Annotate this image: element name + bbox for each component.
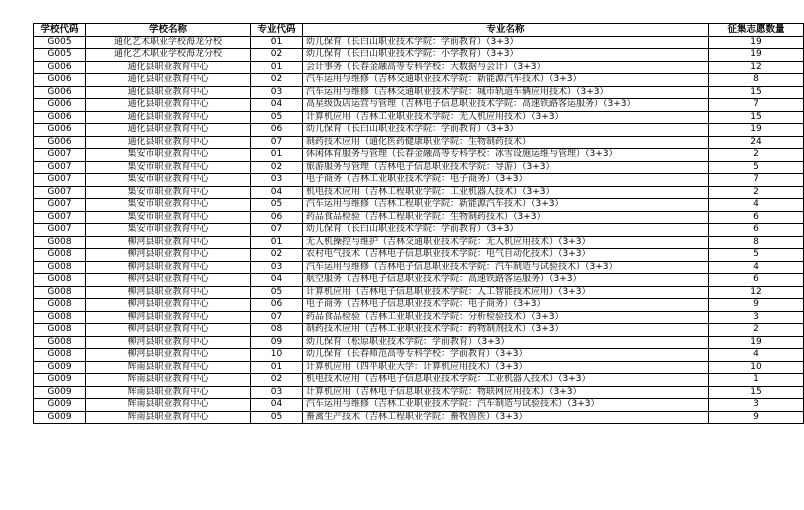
school-code-cell: G007 <box>34 174 86 187</box>
major-name-cell: 幼儿保育（长白山职业技术学院：学前教育）（3+3） <box>303 36 709 49</box>
major-name-cell: 汽车运用与维修（吉林工业职业技术学院：汽车制造与试验技术）（3+3） <box>303 399 709 412</box>
major-name-cell: 计算机应用（吉林工业职业技术学院：无人机应用技术）（3+3） <box>303 111 709 124</box>
major-name-cell: 电子商务（吉林电子信息职业技术学院：电子商务）（3+3） <box>303 299 709 312</box>
school-code-cell: G009 <box>34 399 86 412</box>
major-name-cell: 计算机应用（四平职业大学：计算机应用技术）（3+3） <box>303 361 709 374</box>
school-code-cell: G005 <box>34 36 86 49</box>
quota-cell: 6 <box>709 224 804 237</box>
table-row <box>34 136 804 149</box>
table-row <box>34 386 804 399</box>
quota-cell: 8 <box>709 236 804 249</box>
major-code-cell: 01 <box>251 149 303 162</box>
table-row <box>34 399 804 412</box>
major-name-cell: 幼儿保育（长白山职业技术学院：小学教育）（3+3） <box>303 49 709 62</box>
table-row <box>34 324 804 337</box>
table-row <box>34 311 804 324</box>
table-row <box>34 36 804 49</box>
school-code-cell: G008 <box>34 311 86 324</box>
major-name-cell: 药品食品检验（吉林工程职业学院：生物制药技术）（3+3） <box>303 211 709 224</box>
quota-cell: 19 <box>709 36 804 49</box>
major-code-cell: 04 <box>251 274 303 287</box>
quota-cell: 12 <box>709 286 804 299</box>
school-code-cell: G006 <box>34 74 86 87</box>
quota-cell: 2 <box>709 186 804 199</box>
school-code-cell: G006 <box>34 61 86 74</box>
school-name-cell: 柳河县职业教育中心 <box>86 261 251 274</box>
major-code-cell: 02 <box>251 249 303 262</box>
major-code-cell: 04 <box>251 99 303 112</box>
school-name-cell: 集安市职业教育中心 <box>86 186 251 199</box>
quota-cell: 5 <box>709 161 804 174</box>
major-name-cell: 机电技术应用（吉林工程职业学院：工业机器人技术）（3+3） <box>303 186 709 199</box>
major-name-cell: 幼儿保育（长白山职业技术学院：学前教育）（3+3） <box>303 224 709 237</box>
school-name-cell: 柳河县职业教育中心 <box>86 311 251 324</box>
quota-cell: 8 <box>709 74 804 87</box>
school-code-cell: G008 <box>34 324 86 337</box>
table-row <box>34 349 804 362</box>
school-name-cell: 柳河县职业教育中心 <box>86 336 251 349</box>
major-code-cell: 03 <box>251 261 303 274</box>
school-name-cell: 辉南县职业教育中心 <box>86 374 251 387</box>
major-code-cell: 05 <box>251 111 303 124</box>
major-code-cell: 10 <box>251 349 303 362</box>
school-name-cell: 辉南县职业教育中心 <box>86 399 251 412</box>
table-row <box>34 236 804 249</box>
table-row <box>34 224 804 237</box>
school-code-cell: G009 <box>34 374 86 387</box>
school-name-cell: 柳河县职业教育中心 <box>86 286 251 299</box>
school-name-cell: 通化县职业教育中心 <box>86 124 251 137</box>
major-name-cell: 农村电气技术（吉林电子信息职业技术学院：电气自动化技术）（3+3） <box>303 249 709 262</box>
table-row <box>34 161 804 174</box>
major-name-cell: 旅游服务与管理（吉林电子信息职业技术学院：导游）（3+3） <box>303 161 709 174</box>
major-code-cell: 03 <box>251 174 303 187</box>
header-school-name: 学校名称 <box>86 24 251 37</box>
table-row <box>34 74 804 87</box>
major-code-cell: 02 <box>251 374 303 387</box>
school-name-cell: 柳河县职业教育中心 <box>86 274 251 287</box>
table-row <box>34 61 804 74</box>
quota-cell: 19 <box>709 336 804 349</box>
school-name-cell: 柳河县职业教育中心 <box>86 236 251 249</box>
quota-cell: 3 <box>709 399 804 412</box>
school-code-cell: G007 <box>34 161 86 174</box>
major-code-cell: 07 <box>251 311 303 324</box>
header-major-name: 专业名称 <box>303 24 709 37</box>
school-name-cell: 集安市职业教育中心 <box>86 224 251 237</box>
quota-cell: 3 <box>709 311 804 324</box>
quota-cell: 6 <box>709 274 804 287</box>
major-name-cell: 汽车运用与维修（吉林电子信息职业技术学院：汽车制造与试验技术）（3+3） <box>303 261 709 274</box>
major-name-cell: 汽车运用与维修（吉林交通职业技术学院：新能源汽车技术）（3+3） <box>303 74 709 87</box>
table-row <box>34 299 804 312</box>
major-code-cell: 05 <box>251 199 303 212</box>
major-name-cell: 制药技术应用（吉林工业职业技术学院：药物制剂技术）（3+3） <box>303 324 709 337</box>
school-name-cell: 集安市职业教育中心 <box>86 174 251 187</box>
school-code-cell: G006 <box>34 124 86 137</box>
school-code-cell: G007 <box>34 211 86 224</box>
major-code-cell: 04 <box>251 399 303 412</box>
table-row <box>34 149 804 162</box>
school-code-cell: G006 <box>34 136 86 149</box>
school-name-cell: 辉南县职业教育中心 <box>86 361 251 374</box>
major-name-cell: 机电技术应用（吉林电子信息职业技术学院：工业机器人技术）（3+3） <box>303 374 709 387</box>
school-code-cell: G008 <box>34 299 86 312</box>
school-name-cell: 集安市职业教育中心 <box>86 199 251 212</box>
school-code-cell: G006 <box>34 111 86 124</box>
table-body <box>34 36 804 424</box>
major-code-cell: 01 <box>251 36 303 49</box>
quota-cell: 10 <box>709 361 804 374</box>
school-code-cell: G007 <box>34 199 86 212</box>
major-code-cell: 08 <box>251 324 303 337</box>
school-code-cell: G008 <box>34 274 86 287</box>
major-code-cell: 02 <box>251 74 303 87</box>
table-row <box>34 111 804 124</box>
major-name-cell: 计算机应用（吉林电子信息职业技术学院：人工智能技术应用）（3+3） <box>303 286 709 299</box>
quota-cell: 7 <box>709 174 804 187</box>
recruitment-table <box>33 23 804 424</box>
quota-cell: 9 <box>709 411 804 424</box>
school-name-cell: 辉南县职业教育中心 <box>86 386 251 399</box>
major-code-cell: 06 <box>251 124 303 137</box>
major-name-cell: 幼儿保育（松原职业技术学院：学前教育）（3+3） <box>303 336 709 349</box>
major-code-cell: 07 <box>251 136 303 149</box>
table-row <box>34 49 804 62</box>
major-code-cell: 02 <box>251 49 303 62</box>
table-row <box>34 286 804 299</box>
school-name-cell: 辉南县职业教育中心 <box>86 411 251 424</box>
quota-cell: 6 <box>709 211 804 224</box>
major-name-cell: 高星级饭店运营与管理（吉林电子信息职业技术学院：高速铁路客运服务）（3+3） <box>303 99 709 112</box>
major-name-cell: 制药技术应用（通化医药健康职业学院：生物制药技术） <box>303 136 709 149</box>
table-row <box>34 211 804 224</box>
major-code-cell: 01 <box>251 361 303 374</box>
table-row <box>34 186 804 199</box>
quota-cell: 4 <box>709 349 804 362</box>
header-quota: 征集志愿数量 <box>709 24 804 37</box>
school-code-cell: G007 <box>34 149 86 162</box>
school-name-cell: 通化艺术职业学校海龙分校 <box>86 36 251 49</box>
major-code-cell: 06 <box>251 211 303 224</box>
quota-cell: 15 <box>709 111 804 124</box>
school-code-cell: G008 <box>34 286 86 299</box>
school-name-cell: 通化县职业教育中心 <box>86 74 251 87</box>
major-name-cell: 航空服务（吉林电子信息职业技术学院：高速铁路客运服务）（3+3） <box>303 274 709 287</box>
major-name-cell: 计算机应用（吉林电子信息职业技术学院：物联网应用技术）（3+3） <box>303 386 709 399</box>
quota-cell: 4 <box>709 261 804 274</box>
school-code-cell: G008 <box>34 261 86 274</box>
school-code-cell: G008 <box>34 236 86 249</box>
quota-cell: 1 <box>709 374 804 387</box>
major-code-cell: 03 <box>251 386 303 399</box>
major-name-cell: 畜禽生产技术（吉林工程职业学院：畜牧兽医）（3+3） <box>303 411 709 424</box>
major-code-cell: 05 <box>251 411 303 424</box>
school-name-cell: 通化艺术职业学校海龙分校 <box>86 49 251 62</box>
major-name-cell: 幼儿保育（长春师范高等专科学校：学前教育）（3+3） <box>303 349 709 362</box>
major-code-cell: 07 <box>251 224 303 237</box>
school-code-cell: G008 <box>34 249 86 262</box>
major-name-cell: 休闲体育服务与管理（长春金融高等专科学校：冰雪设施运维与管理）（3+3） <box>303 149 709 162</box>
table-row <box>34 374 804 387</box>
school-name-cell: 柳河县职业教育中心 <box>86 299 251 312</box>
quota-cell: 19 <box>709 124 804 137</box>
table-row <box>34 261 804 274</box>
major-code-cell: 06 <box>251 299 303 312</box>
school-name-cell: 集安市职业教育中心 <box>86 211 251 224</box>
quota-cell: 2 <box>709 324 804 337</box>
school-code-cell: G009 <box>34 386 86 399</box>
table-row <box>34 336 804 349</box>
school-code-cell: G005 <box>34 49 86 62</box>
quota-cell: 5 <box>709 249 804 262</box>
quota-cell: 24 <box>709 136 804 149</box>
school-code-cell: G006 <box>34 86 86 99</box>
school-code-cell: G009 <box>34 411 86 424</box>
school-name-cell: 柳河县职业教育中心 <box>86 249 251 262</box>
header-major-code: 专业代码 <box>251 24 303 37</box>
table-row <box>34 124 804 137</box>
quota-cell: 15 <box>709 86 804 99</box>
table-row <box>34 249 804 262</box>
school-name-cell: 通化县职业教育中心 <box>86 86 251 99</box>
table-row <box>34 174 804 187</box>
major-code-cell: 03 <box>251 86 303 99</box>
school-code-cell: G006 <box>34 99 86 112</box>
quota-cell: 12 <box>709 61 804 74</box>
school-name-cell: 通化县职业教育中心 <box>86 61 251 74</box>
school-name-cell: 集安市职业教育中心 <box>86 149 251 162</box>
school-name-cell: 通化县职业教育中心 <box>86 99 251 112</box>
quota-cell: 4 <box>709 199 804 212</box>
quota-cell: 9 <box>709 299 804 312</box>
table-row <box>34 361 804 374</box>
header-school-code: 学校代码 <box>34 24 86 37</box>
major-code-cell: 01 <box>251 61 303 74</box>
quota-cell: 19 <box>709 49 804 62</box>
major-name-cell: 会计事务（长春金融高等专科学校：大数据与会计）（3+3） <box>303 61 709 74</box>
major-code-cell: 01 <box>251 236 303 249</box>
major-name-cell: 药品食品检验（吉林工业职业技术学院：分析检验技术）（3+3） <box>303 311 709 324</box>
school-name-cell: 通化县职业教育中心 <box>86 111 251 124</box>
school-name-cell: 柳河县职业教育中心 <box>86 349 251 362</box>
table-row <box>34 86 804 99</box>
major-name-cell: 汽车运用与维修（吉林交通职业技术学院：城市轨道车辆应用技术）（3+3） <box>303 86 709 99</box>
table-row <box>34 274 804 287</box>
major-name-cell: 电子商务（吉林工业职业技术学院：电子商务）（3+3） <box>303 174 709 187</box>
school-name-cell: 通化县职业教育中心 <box>86 136 251 149</box>
school-name-cell: 集安市职业教育中心 <box>86 161 251 174</box>
quota-cell: 7 <box>709 99 804 112</box>
major-code-cell: 05 <box>251 286 303 299</box>
school-code-cell: G007 <box>34 224 86 237</box>
major-name-cell: 汽车运用与维修（吉林工程职业学院：新能源汽车技术）（3+3） <box>303 199 709 212</box>
header-row <box>34 24 804 37</box>
table-row <box>34 199 804 212</box>
major-code-cell: 02 <box>251 161 303 174</box>
major-code-cell: 09 <box>251 336 303 349</box>
major-name-cell: 无人机操控与维护（吉林交通职业技术学院：无人机应用技术）（3+3） <box>303 236 709 249</box>
major-code-cell: 04 <box>251 186 303 199</box>
school-code-cell: G008 <box>34 336 86 349</box>
quota-cell: 2 <box>709 149 804 162</box>
school-code-cell: G009 <box>34 361 86 374</box>
major-name-cell: 幼儿保育（长白山职业技术学院：学前教育）（3+3） <box>303 124 709 137</box>
school-code-cell: G008 <box>34 349 86 362</box>
school-code-cell: G007 <box>34 186 86 199</box>
quota-cell: 15 <box>709 386 804 399</box>
table-row <box>34 99 804 112</box>
school-name-cell: 柳河县职业教育中心 <box>86 324 251 337</box>
table-row <box>34 411 804 424</box>
